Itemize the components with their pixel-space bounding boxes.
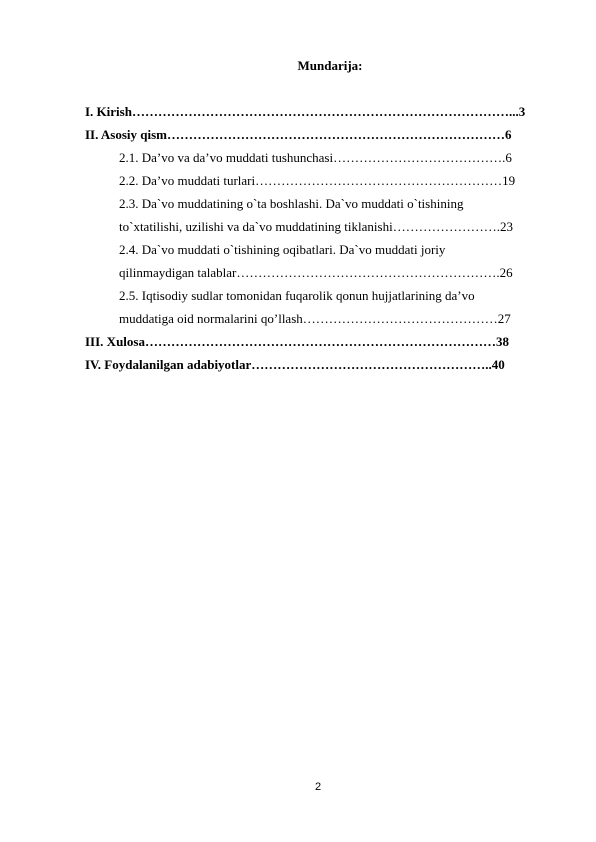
toc-entry-2-1: 2.1. Da’vo va da’vo muddati tushunchasi………………………………….6	[119, 150, 512, 165]
toc-entry-conclusion: III. Xulosa………………………………………………………………………38	[85, 334, 509, 349]
toc-entry-2-3-line-2: to`xtatilishi, uzilishi va da`vo muddatining tiklanishi…………………….23	[119, 219, 513, 234]
toc-entry-2-4-line-1: 2.4. Da`vo muddati o`tishining oqibatlari. Da`vo muddati joriy	[119, 242, 446, 257]
toc-entry-introduction: I. Kirish……………………………………………………………………………...3	[85, 104, 526, 119]
toc-entry-main-part: II. Asosiy qism……………………………………………………………………6	[85, 127, 512, 142]
toc-entry-2-5-line-1: 2.5. Iqtisodiy sudlar tomonidan fuqarolik qonun hujjatlarining da’vo	[119, 288, 475, 303]
toc-entry-2-2: 2.2. Da’vo muddati turlari…………………………………………………19	[119, 173, 516, 188]
toc-entry-2-4-line-2: qilinmaydigan talablar…………………………………………………….26	[119, 265, 513, 280]
table-of-contents	[85, 100, 555, 376]
page-number: 2	[314, 781, 322, 793]
toc-entry-references: IV. Foydalanilgan adabiyotlar………………………………………………..40	[85, 357, 505, 372]
toc-entry-2-5-line-2: muddatiga oid normalarini qo’llash………………………………………27	[119, 311, 511, 326]
document-title: Mundarija:	[297, 58, 363, 73]
toc-entry-2-3-line-1: 2.3. Da`vo muddatining o`ta boshlashi. Da`vo muddati o`tishining	[119, 196, 464, 211]
